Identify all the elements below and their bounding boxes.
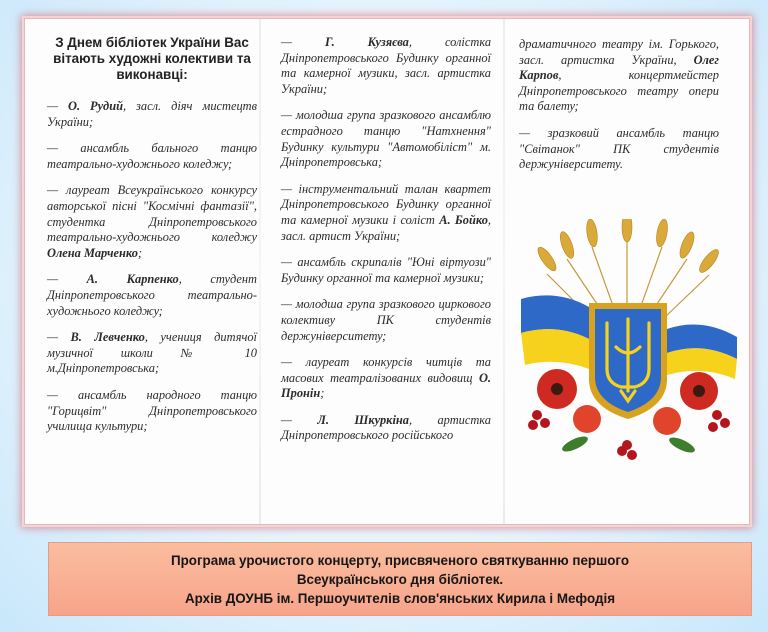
item-text: —	[281, 412, 318, 427]
performer-name: В. Левченко	[70, 330, 145, 345]
item-text: — зразковий ансамбль танцю "Світанок" ПК студентів держуніверситету.	[519, 125, 719, 172]
caption-line: Архів ДОУНБ ім. Першоучителів слов'янських Кирила і Мефодія	[184, 590, 616, 606]
program-column-3	[519, 37, 719, 184]
item-text: — інструментальний талан квартет Дніпропетровського Будинку органної та камерної музики і соліст	[281, 181, 491, 227]
program-item	[519, 126, 719, 173]
performer-name: Г. Кузяєва	[325, 35, 409, 49]
item-text: — лауреат конкурсів читців та масових театралізованих видовищ	[281, 355, 491, 385]
performer-name: А. Карпенко	[86, 272, 179, 287]
caption-line: Програма урочистого концерту, присвяченого святкуванню першого	[170, 552, 630, 568]
program-item	[281, 182, 491, 244]
program-heading: З Днем бібліотек України Вас вітають художні колективи та виконавці:	[53, 35, 251, 82]
performer-name: Олена Марченко	[47, 245, 138, 260]
item-text: , солістка Дніпропетровського Будинку органної та камерної музики, засл. артистка України;	[281, 35, 492, 96]
program-item	[281, 297, 491, 344]
item-text: — ансамбль народного танцю "Горицвіт" Дніпропетровського училища культури;	[47, 387, 257, 434]
item-text: , артистка Дніпропетровського російського	[281, 412, 491, 443]
item-text: , засл. діяч мистецтв України;	[47, 99, 257, 129]
item-text: —	[47, 272, 87, 287]
page-fold	[503, 19, 505, 524]
page-fold	[259, 19, 261, 524]
item-text: , концертмейстер Дніпропетровського театру опери та балету;	[519, 68, 719, 114]
program-item	[281, 355, 491, 402]
item-text: — молодша група зразкового циркового колективу ПК студентів держуніверситету;	[281, 297, 491, 343]
archive-caption	[48, 542, 752, 616]
program-item	[281, 413, 491, 444]
item-text: —	[281, 35, 326, 49]
program-item	[281, 35, 491, 97]
performer-name: А. Бойко	[439, 212, 488, 227]
item-text: — ансамбль скрипалів "Юні віртуози" Будинку органної та камерної музики;	[281, 255, 491, 285]
program-item	[47, 141, 257, 172]
item-text: —	[47, 330, 71, 345]
program-column-2	[281, 35, 491, 455]
program-item	[519, 37, 719, 115]
item-text: , студент Дніпропетровського театрально-художнього коледжу;	[47, 272, 258, 318]
program-page	[24, 18, 750, 525]
performer-name: О. Рудий	[68, 99, 123, 113]
performer-name: Л. Шкуркіна	[317, 412, 409, 427]
caption-line: Всеукраїнського дня бібліотек.	[296, 571, 504, 587]
item-text: — лауреат Всеукраїнського конкурсу авторської пісні "Космічні фантазії", студентка Дніпропетровського театрально-художнього коледжу	[47, 183, 257, 245]
program-item	[281, 255, 491, 286]
item-text: — ансамбль бального танцю театрально-художнього коледжу;	[47, 141, 257, 171]
program-item	[47, 99, 257, 130]
item-text: ;	[137, 245, 143, 260]
item-text: — молодша група зразкового ансамблю естрадного танцю "Натхнення" Будинку культури "Автомобіліст" м. Дніпропетровська;	[281, 108, 491, 170]
program-item	[47, 330, 257, 377]
performer-name: Олег Карпов	[519, 52, 719, 83]
trident-icon	[589, 303, 667, 419]
program-item	[281, 108, 491, 170]
item-text: , учениця дитячої музичної школи № 10 м.Дніпропетровська;	[47, 330, 258, 376]
program-column-1	[47, 19, 257, 446]
program-item	[47, 388, 257, 435]
item-text: ;	[320, 386, 325, 401]
item-text: , засл. артист України;	[281, 212, 492, 243]
ukrainian-emblem-illustration	[517, 219, 739, 469]
program-item	[47, 272, 257, 319]
performer-name: О. Пронін	[281, 370, 491, 401]
program-item	[47, 183, 257, 261]
item-text: —	[47, 99, 68, 113]
item-text: драматичного театру ім. Горького, засл. артистка України,	[519, 37, 719, 67]
